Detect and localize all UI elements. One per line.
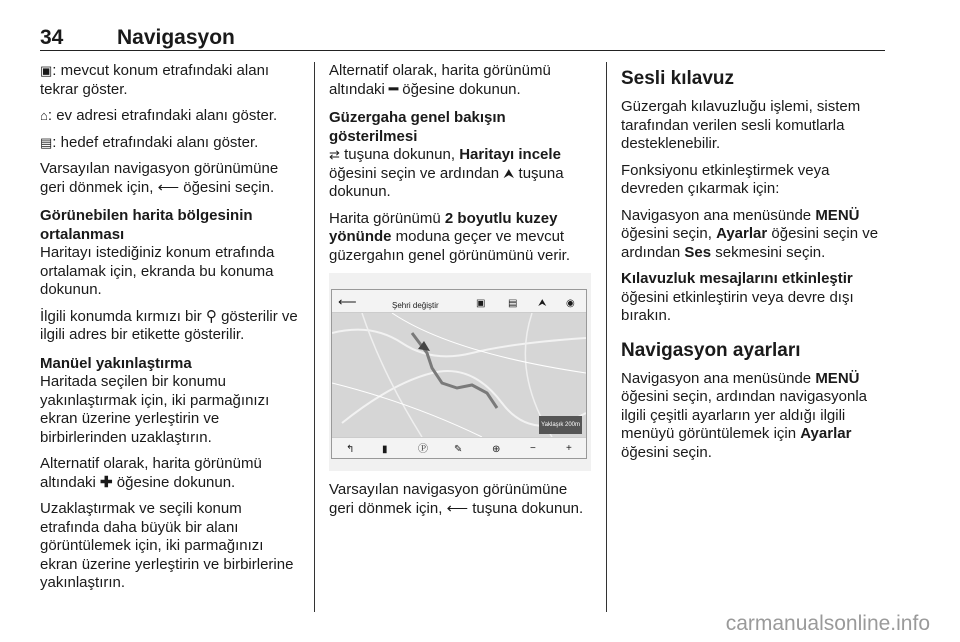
- map-top-bar: [332, 290, 586, 313]
- section-heading: Güzergaha genel bakışın gösterilmesi: [329, 109, 506, 145]
- page-header: [40, 20, 885, 51]
- north-up-icon: ⮝: [503, 165, 515, 181]
- map-screen: [331, 289, 587, 459]
- paragraph: Güzergah kılavuzluğu işlemi, sistem tarafından verilen sesli komutlarla desteklenebilir.: [621, 98, 861, 152]
- paragraph: Fonksiyonu etkinleştirmek veya devreden çıkarmak için:: [621, 161, 830, 197]
- column-2: [329, 62, 591, 526]
- current-location-icon: ▣: [40, 63, 53, 78]
- section-heading: Sesli kılavuz: [621, 68, 735, 89]
- paragraph: Alternatif olarak, harita görünümü altındaki ✚ öğesine dokunun.: [40, 455, 262, 491]
- map-bottom-bar: [332, 437, 586, 458]
- map-screenshot-figure: [329, 273, 591, 471]
- page-number: 34: [40, 26, 64, 49]
- paragraph: Varsayılan navigasyon görünümüne geri dönmek için, ⟵ tuşuna dokunun.: [329, 481, 584, 517]
- column-1: [40, 62, 302, 601]
- zoom-in-icon: +: [566, 443, 572, 454]
- destination-flag-icon: ▤: [508, 298, 518, 309]
- zoom-in-icon: ✚: [100, 473, 113, 491]
- paragraph: Navigasyon ana menüsünde MENÜ öğesini seçin, Ayarlar öğesini seçin ve ardından Ses sekmesini seçin.: [621, 206, 879, 261]
- column-3: [621, 62, 889, 470]
- parking-icon: Ⓟ: [418, 444, 428, 455]
- column-divider: [606, 62, 607, 612]
- poi-icon: ✎: [454, 444, 463, 455]
- zoom-out-icon: ━: [389, 80, 399, 98]
- route-icon: ↰: [346, 444, 355, 455]
- paragraph: Haritada seçilen bir konumu yakınlaştırmak için, iki parmağınızı ekran üzerine yerleştirin ve birbirlerinden uzaklaştırın.: [40, 373, 270, 446]
- location-pin-icon: ⚲: [205, 307, 217, 325]
- paragraph: öğesini etkinleştirin veya devre dışı bırakın.: [621, 288, 854, 324]
- back-arrow-icon: ⟵: [446, 499, 469, 517]
- section-heading: Navigasyon ayarları: [621, 339, 801, 361]
- paragraph: Uzaklaştırmak ve seçili konum etrafında daha büyük bir alanı görüntülemek için, iki parmağınızı ekran üzerine yerleştirin ve birbirlerine yakınlaştırın.: [40, 500, 294, 591]
- map-title: Şehri değiştir: [392, 301, 439, 310]
- subheading: Kılavuzluk mesajlarını etkinleştir: [621, 270, 853, 287]
- destination-flag-icon: ▤: [40, 134, 53, 150]
- zoom-out-icon: −: [530, 443, 536, 454]
- paragraph: ▤: hedef etrafındaki alanı göster.: [40, 133, 259, 151]
- paragraph: ⌂: ev adresi etrafındaki alanı göster.: [40, 107, 278, 124]
- paragraph: Navigasyon ana menüsünde MENÜ öğesini seçin, ardından navigasyonla ilgili çeşitli ayarların yer aldığı ilgili menüyü görüntülemek için Ayarlar öğesini seçin.: [621, 369, 867, 461]
- location-icon: ⊕: [492, 444, 501, 455]
- back-arrow-icon: ⟵: [338, 294, 357, 309]
- column-divider: [314, 62, 315, 612]
- chapter-title: Navigasyon: [117, 26, 235, 49]
- home-icon: ⌂: [40, 108, 48, 123]
- watermark: carmanualsonline.info: [725, 612, 930, 635]
- paragraph: Harita görünümü 2 boyutlu kuzey yönünde moduna geçer ve mevcut güzergahın genel görünümünü verir.: [329, 209, 570, 264]
- route-options-icon: ⇄: [329, 147, 340, 162]
- paragraph: İlgili konumda kırmızı bir ⚲ gösterilir ve ilgili adres bir etikette gösterilir.: [40, 307, 298, 343]
- paragraph: Varsayılan navigasyon görünümüne geri dönmek için, ⟵ öğesini seçin.: [40, 160, 279, 196]
- map-scale-label: Yaklaşık 200m: [539, 416, 582, 435]
- list-icon: ▮: [382, 444, 388, 455]
- settings-icon: ◉: [566, 298, 575, 309]
- section-heading: Görünebilen harita bölgesinin ortalanması: [40, 207, 253, 243]
- current-location-icon: ▣: [476, 298, 486, 309]
- paragraph: ⇄ tuşuna dokunun, Haritayı incele öğesini seçin ve ardından ⮝ tuşuna dokunun.: [329, 146, 564, 200]
- section-heading: Manüel yakınlaştırma: [40, 354, 192, 372]
- north-up-icon: ⮝: [538, 298, 547, 309]
- paragraph: Haritayı istediğiniz konum etrafında ortalamak için, ekranda bu konuma dokunun.: [40, 244, 275, 298]
- paragraph: Alternatif olarak, harita görünümü altındaki ━ öğesine dokunun.: [329, 62, 551, 98]
- map-area: [332, 313, 586, 437]
- back-arrow-icon: ⟵: [157, 178, 180, 196]
- paragraph: ▣: mevcut konum etrafındaki alanı tekrar göster.: [40, 62, 270, 98]
